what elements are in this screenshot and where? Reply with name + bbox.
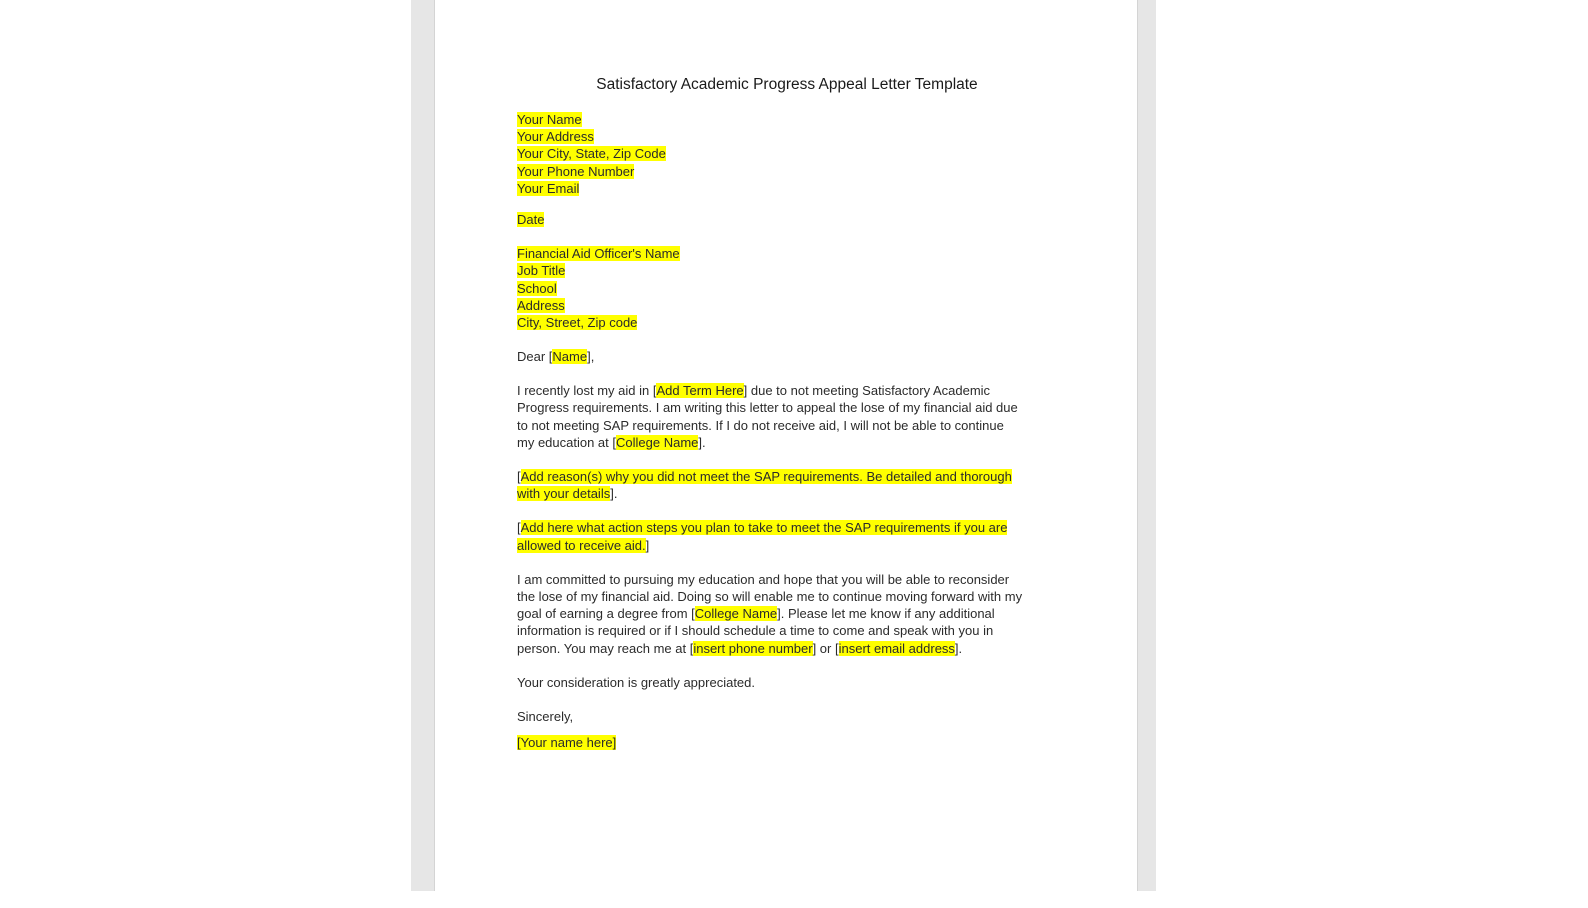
- sender-name: Your Name: [517, 112, 582, 127]
- paragraph-4: I am committed to pursuing my education and hope that you will be able to reconsider the lose of my financial aid. Doing so will enable me to continue moving forward with my goal of earning a degree from [College Name]. Please let me know if any additional information is required or if I should schedule a time to come and speak with you in person. You may reach me at [insert phone number] or [insert email address].: [517, 571, 1023, 656]
- salutation-name: Name: [552, 349, 588, 365]
- recipient-school: School: [517, 280, 557, 296]
- college-name-placeholder: College Name: [616, 434, 699, 450]
- signature-placeholder: [Your name here]: [517, 735, 617, 751]
- action-steps-placeholder: Add here what action steps you plan to take to meet the SAP requirements if you are: [520, 520, 1008, 536]
- paragraph-3: [Add here what action steps you plan to take to meet the SAP requirements if you are allowed to receive aid.]: [517, 520, 1008, 553]
- paragraph-1: I recently lost my aid in [Add Term Here] due to not meeting Satisfactory Academic Progress requirements. I am writing this letter to appeal the lose of my financial aid due to not meeting SAP requirements. If I do not receive aid, I will not be able to continue my education at [College Name].: [517, 383, 1018, 450]
- sender-email: Your Email: [517, 180, 580, 196]
- recipient-job-title: Job Title: [517, 263, 566, 279]
- term-placeholder: Add Term Here: [656, 383, 744, 399]
- college-name-placeholder: College Name: [694, 606, 778, 622]
- sender-address: Your Address: [517, 129, 594, 145]
- recipient-city-street-zip: City, Street, Zip code: [517, 314, 638, 330]
- recipient-officer-name: Financial Aid Officer's Name: [517, 246, 680, 262]
- email-placeholder: insert email address: [838, 640, 955, 656]
- sign-off: Sincerely,: [517, 708, 574, 724]
- reason-placeholder: Add reason(s) why you did not meet the SAP requirements. Be detailed and thorough: [520, 469, 1012, 484]
- letter-date: Date: [517, 211, 545, 227]
- letter-body: [517, 111, 1077, 751]
- document-page: [434, 0, 1138, 891]
- recipient-address: Address: [517, 297, 565, 313]
- document-title: Satisfactory Academic Progress Appeal Letter Template: [596, 76, 978, 93]
- paragraph-2: [Add reason(s) why you did not meet the SAP requirements. Be detailed and thorough with your details].: [517, 469, 1012, 502]
- closing-line: Your consideration is greatly appreciated.: [517, 674, 755, 690]
- sender-block: [517, 111, 1077, 197]
- salutation: Dear [Name],: [517, 349, 595, 365]
- sender-phone: Your Phone Number: [517, 163, 635, 179]
- phone-placeholder: insert phone number: [693, 640, 813, 656]
- sender-city-state-zip: Your City, State, Zip Code: [517, 146, 666, 162]
- recipient-block: [517, 245, 1077, 331]
